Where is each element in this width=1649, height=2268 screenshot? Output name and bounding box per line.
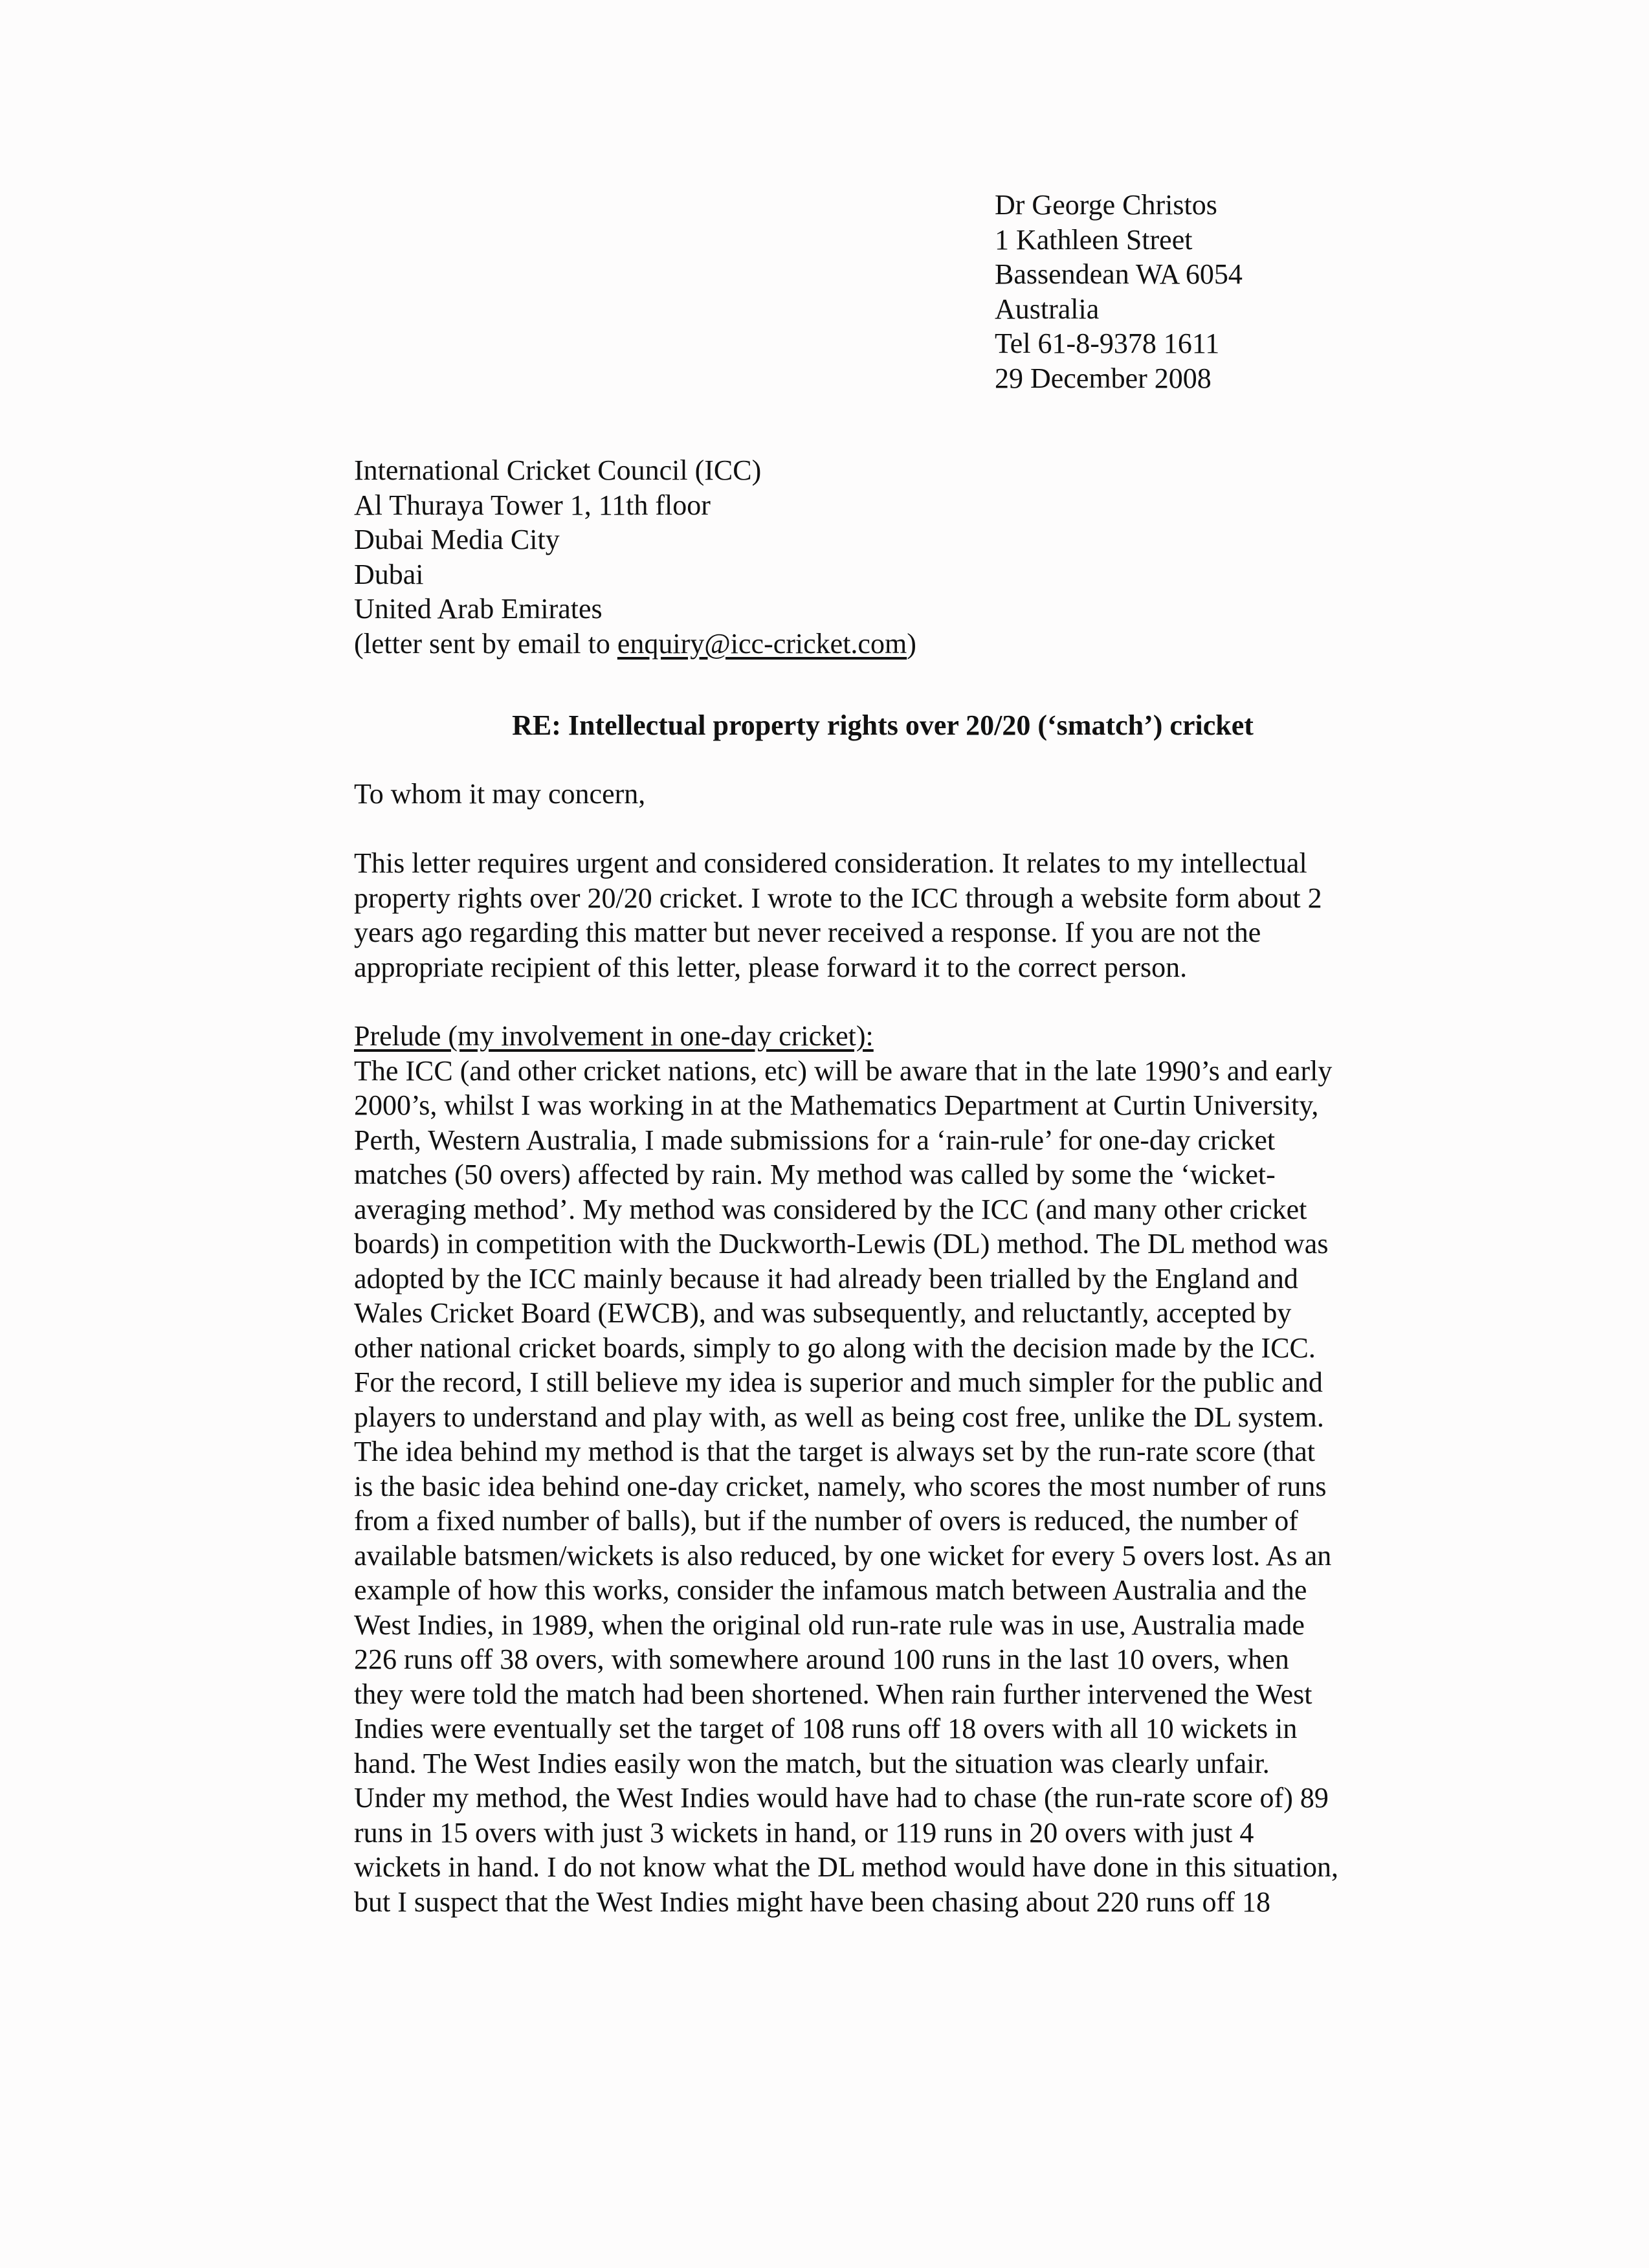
prelude-heading: Prelude (my involvement in one-day cricket): bbox=[354, 1020, 874, 1052]
intro-paragraph bbox=[354, 846, 1428, 984]
recipient-address-block bbox=[354, 453, 916, 661]
paragraph-line: The idea behind my method is that the target is always set by the run-rate score (that bbox=[354, 1436, 1315, 1467]
paragraph-line: they were told the match had been shortened. When rain further intervened the West bbox=[354, 1678, 1312, 1710]
paragraph-line: from a fixed number of balls), but if the number of overs is reduced, the number of bbox=[354, 1505, 1298, 1537]
letter-date: 29 December 2008 bbox=[995, 362, 1212, 394]
email-link[interactable]: enquiry@icc-cricket.com bbox=[617, 627, 907, 660]
paragraph-line: runs in 15 overs with just 3 wickets in hand, or 119 runs in 20 overs with just 4 bbox=[354, 1816, 1254, 1849]
paragraph-line: property rights over 20/20 cricket. I wrote to the ICC through a website form about 2 bbox=[354, 882, 1322, 914]
email-note-prefix: (letter sent by email to bbox=[354, 627, 617, 660]
paragraph-line: For the record, I still believe my idea is superior and much simpler for the public and bbox=[354, 1366, 1323, 1398]
email-note-suffix: ) bbox=[907, 627, 916, 660]
paragraph-line: is the basic idea behind one-day cricket, namely, who scores the most number of runs bbox=[354, 1470, 1327, 1502]
prelude-section bbox=[354, 1019, 1428, 1919]
paragraph-line: but I suspect that the West Indies might have been chasing about 220 runs off 18 bbox=[354, 1885, 1270, 1918]
paragraph-line: wickets in hand. I do not know what the DL method would have done in this situation, bbox=[354, 1851, 1339, 1883]
paragraph-line: players to understand and play with, as well as being cost free, unlike the DL system. bbox=[354, 1401, 1324, 1433]
paragraph-line: The ICC (and other cricket nations, etc) will be aware that in the late 1990’s and early bbox=[354, 1054, 1333, 1087]
recipient-building: Al Thuraya Tower 1, 11th floor bbox=[354, 489, 711, 521]
paragraph-line: 2000’s, whilst I was working in at the Mathematics Department at Curtin University, bbox=[354, 1089, 1319, 1121]
recipient-country: United Arab Emirates bbox=[354, 593, 603, 625]
paragraph-line: Wales Cricket Board (EWCB), and was subsequently, and reluctantly, accepted by bbox=[354, 1297, 1292, 1329]
recipient-district: Dubai Media City bbox=[354, 524, 560, 555]
paragraph-line: boards) in competition with the Duckworth-Lewis (DL) method. The DL method was bbox=[354, 1228, 1329, 1260]
sender-suburb: Bassendean WA 6054 bbox=[995, 258, 1243, 290]
sender-country: Australia bbox=[995, 293, 1100, 325]
paragraph-line: Perth, Western Australia, I made submissions for a ‘rain-rule’ for one-day cricket bbox=[354, 1124, 1276, 1156]
paragraph-line: Indies were eventually set the target of 108 runs off 18 overs with all 10 wickets in bbox=[354, 1713, 1298, 1744]
paragraph-line: hand. The West Indies easily won the match, but the situation was clearly unfair. bbox=[354, 1747, 1270, 1779]
paragraph-line: matches (50 overs) affected by rain. My method was called by some the ‘wicket- bbox=[354, 1159, 1276, 1190]
recipient-city: Dubai bbox=[354, 558, 424, 590]
paragraph-line: years ago regarding this matter but never received a response. If you are not the bbox=[354, 917, 1261, 948]
paragraph-line: available batsmen/wickets is also reduced, by one wicket for every 5 overs lost. As an bbox=[354, 1539, 1332, 1572]
paragraph-line: example of how this works, consider the infamous match between Australia and the bbox=[354, 1574, 1307, 1606]
paragraph-line: This letter requires urgent and considered consideration. It relates to my intellectual bbox=[354, 847, 1307, 879]
paragraph-line: Under my method, the West Indies would have had to chase (the run-rate score of) 89 bbox=[354, 1782, 1329, 1814]
salutation: To whom it may concern, bbox=[354, 778, 646, 810]
email-note bbox=[354, 627, 916, 662]
sender-name: Dr George Christos bbox=[995, 189, 1217, 221]
sender-address-block bbox=[995, 188, 1243, 395]
sender-street: 1 Kathleen Street bbox=[995, 223, 1193, 256]
paragraph-line: West Indies, in 1989, when the original old run-rate rule was in use, Australia made bbox=[354, 1608, 1305, 1641]
paragraph-line: other national cricket boards, simply to go along with the decision made by the ICC. bbox=[354, 1331, 1316, 1364]
paragraph-line: 226 runs off 38 overs, with somewhere around 100 runs in the last 10 overs, when bbox=[354, 1643, 1289, 1675]
paragraph-line: adopted by the ICC mainly because it had already been trialled by the England and bbox=[354, 1262, 1298, 1295]
paragraph-line: appropriate recipient of this letter, please forward it to the correct person. bbox=[354, 951, 1188, 983]
sender-phone: Tel 61-8-9378 1611 bbox=[995, 328, 1220, 359]
subject-heading bbox=[0, 708, 1649, 742]
paragraph-line: averaging method’. My method was considered by the ICC (and many other cricket bbox=[354, 1193, 1307, 1225]
subject-text: RE: Intellectual property rights over 20/20 (‘smatch’) cricket bbox=[512, 709, 1254, 741]
recipient-organisation: International Cricket Council (ICC) bbox=[354, 454, 762, 486]
